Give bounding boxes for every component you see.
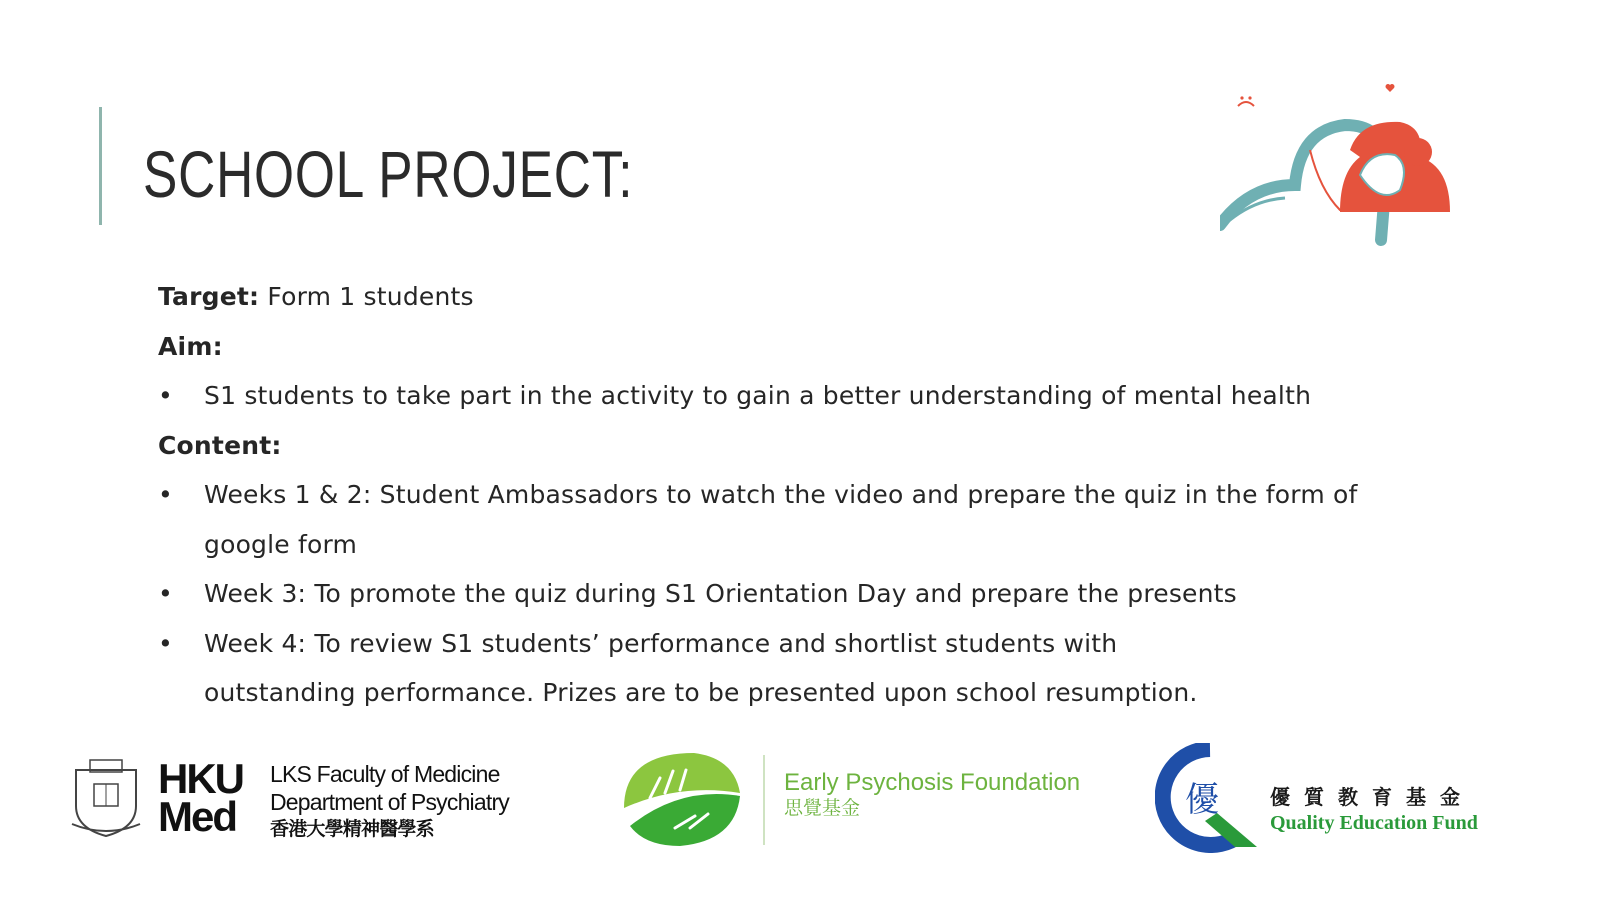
slide-title: SCHOOL PROJECT: bbox=[143, 137, 634, 211]
hku-wordmark-line1: HKU bbox=[158, 755, 243, 802]
bullet-dot: • bbox=[158, 579, 173, 608]
hku-wordmark-line2: Med bbox=[158, 793, 236, 840]
hku-faculty-text bbox=[270, 760, 509, 844]
bullet-dot: • bbox=[158, 480, 173, 509]
epf-name-block bbox=[784, 770, 1080, 822]
epf-name-zh: 思覺基金 bbox=[784, 798, 861, 819]
faculty-name: LKS Faculty of Medicine bbox=[270, 761, 500, 787]
title-accent-bar bbox=[99, 107, 102, 225]
content-item-text: Week 3: To promote the quiz during S1 Orientation Day and prepare the presents bbox=[204, 579, 1237, 608]
svg-text:優: 優 bbox=[1185, 780, 1219, 820]
target-value: Form 1 students bbox=[259, 282, 474, 311]
hku-crest-logo bbox=[70, 756, 142, 838]
qef-name: Quality Education Fund bbox=[1270, 812, 1478, 834]
bullet-dot: • bbox=[158, 381, 173, 410]
epf-name: Early Psychosis Foundation bbox=[784, 769, 1081, 796]
qef-logo bbox=[1155, 743, 1265, 853]
epf-leaf-logo bbox=[620, 748, 744, 848]
aim-item-text: S1 students to take part in the activity to gain a better understanding of mental health bbox=[204, 381, 1312, 410]
hku-med-wordmark bbox=[158, 755, 243, 840]
content-bullet-item bbox=[158, 470, 1398, 569]
content-bullet-item bbox=[158, 619, 1274, 718]
department-name: Department of Psychiatry bbox=[270, 789, 510, 815]
department-name-zh: 香港大學精神醫學系 bbox=[270, 819, 434, 840]
aim-label: Aim: bbox=[158, 331, 223, 361]
content-item-text: Week 4: To review S1 students’ performance and shortlist students with outstanding performance. Prizes are to be presented upon school resumption. bbox=[204, 628, 1198, 707]
target-line bbox=[158, 272, 1398, 322]
epf-divider bbox=[763, 755, 765, 845]
aim-bullet-item bbox=[158, 371, 1398, 421]
content-bullet-item bbox=[158, 569, 1398, 619]
slide-content bbox=[158, 272, 1398, 718]
content-item-text: Weeks 1 & 2: Student Ambassadors to watch the video and prepare the quiz in the form of google form bbox=[204, 480, 1358, 559]
target-label: Target: bbox=[158, 282, 260, 311]
friends-hug-illustration bbox=[1220, 80, 1480, 250]
bullet-dot: • bbox=[158, 628, 173, 658]
qef-name-zh: 優質教育基金 bbox=[1270, 785, 1474, 809]
content-label: Content: bbox=[158, 430, 282, 460]
